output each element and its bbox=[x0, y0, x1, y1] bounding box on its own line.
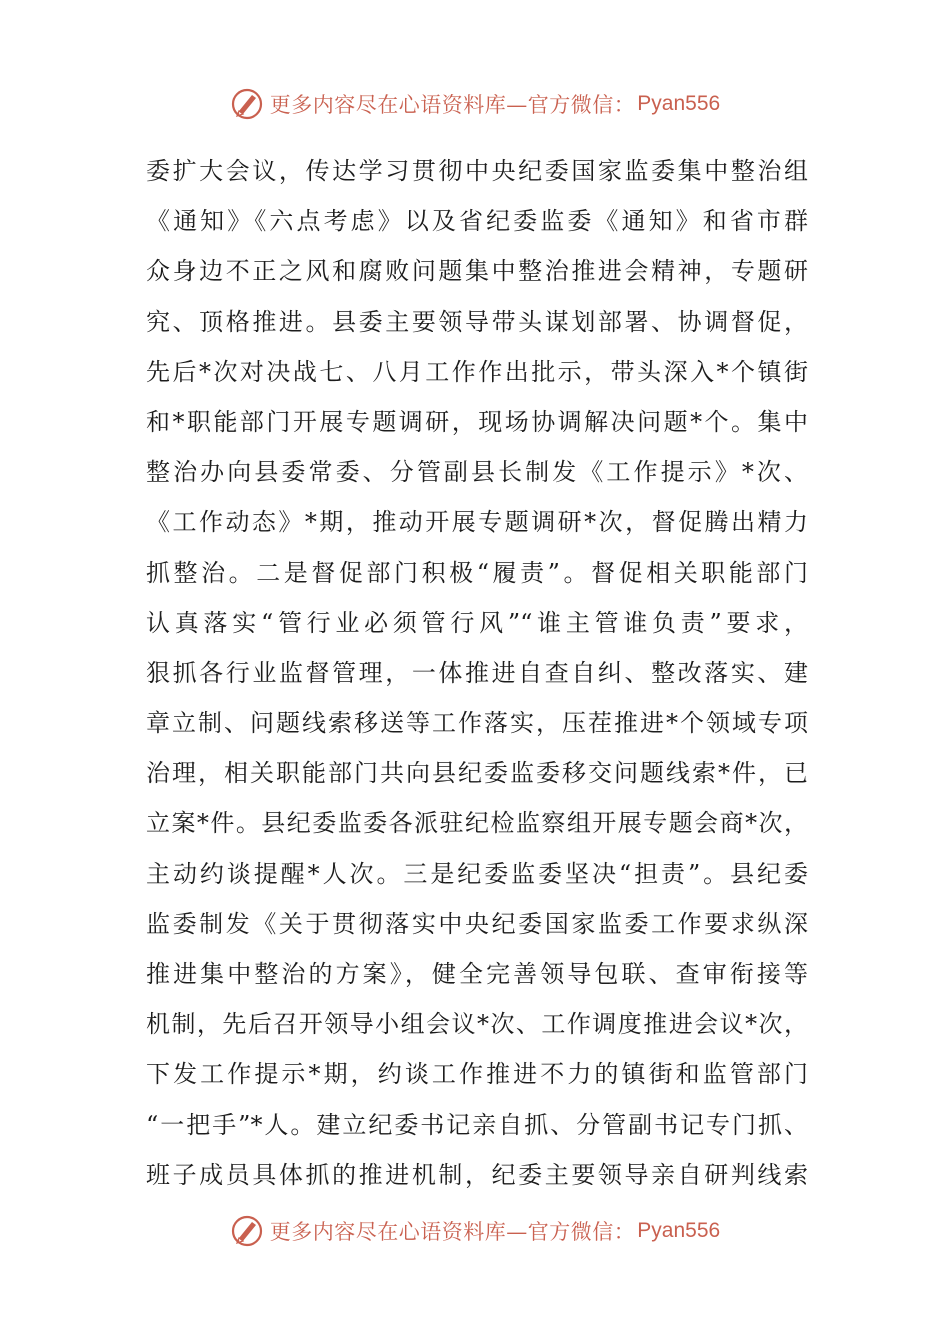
body-line: 认真落实“管行业必须管行风”“谁主管谁负责”要求， bbox=[146, 608, 808, 637]
body-line: 监委制发《关于贯彻落实中央纪委国家监委工作要求纵深 bbox=[146, 909, 808, 938]
watermark-text: 更多内容尽在心语资料库—官方微信： bbox=[269, 1220, 636, 1244]
body-line: 《通知》《六点考虑》以及省纪委监委《通知》和省市群 bbox=[146, 207, 808, 236]
body-line: 章立制、问题线索移送等工作落实，压茬推进*个领域专项 bbox=[146, 709, 808, 738]
watermark-wechat-id: Pyan556 bbox=[637, 1219, 721, 1242]
body-line: 抓整治。二是督促部门积极“履责”。督促相关职能部门 bbox=[146, 558, 808, 587]
document-body bbox=[146, 146, 808, 1200]
watermark-wechat-id: Pyan556 bbox=[637, 92, 721, 115]
body-line: 和*职能部门开展专题调研，现场协调解决问题*个。集中 bbox=[146, 407, 808, 436]
body-line: 机制，先后召开领导小组会议*次、工作调度推进会议*次， bbox=[146, 1010, 808, 1039]
body-line: 《工作动态》*期，推动开展专题调研*次，督促腾出精力 bbox=[146, 508, 808, 537]
pen-logo-icon bbox=[230, 87, 264, 121]
watermark-text: 更多内容尽在心语资料库—官方微信： bbox=[269, 93, 636, 117]
body-line: 主动约谈提醒*人次。三是纪委监委坚决“担责”。县纪委 bbox=[146, 859, 808, 888]
body-line: 班子成员具体抓的推进机制，纪委主要领导亲自研判线索 bbox=[146, 1160, 808, 1189]
body-line: 推进集中整治的方案》，健全完善领导包联、查审衔接等 bbox=[146, 960, 808, 988]
header-watermark bbox=[0, 84, 950, 124]
body-line: 立案*件。县纪委监委各派驻纪检监察组开展专题会商*次， bbox=[146, 809, 808, 838]
body-line: 先后*次对决战七、八月工作作出批示，带头深入*个镇街 bbox=[146, 357, 808, 386]
body-line: “一把手”*人。建立纪委书记亲自抓、分管副书记专门抓、 bbox=[146, 1110, 808, 1139]
pen-logo-icon bbox=[230, 1214, 264, 1248]
body-line: 下发工作提示*期，约谈工作推进不力的镇街和监管部门 bbox=[146, 1060, 808, 1089]
body-line: 整治办向县委常委、分管副县长制发《工作提示》*次、 bbox=[146, 458, 808, 487]
body-line: 委扩大会议，传达学习贯彻中央纪委国家监委集中整治组 bbox=[146, 157, 808, 185]
body-line: 究、顶格推进。县委主要领导带头谋划部署、协调督促， bbox=[146, 307, 808, 336]
body-line: 众身边不正之风和腐败问题集中整治推进会精神，专题研 bbox=[146, 257, 808, 286]
footer-watermark bbox=[0, 1211, 950, 1251]
body-line: 治理，相关职能部门共向县纪委监委移交问题线索*件，已 bbox=[146, 759, 808, 788]
body-line: 狠抓各行业监督管理，一体推进自查自纠、整改落实、建 bbox=[146, 658, 808, 687]
